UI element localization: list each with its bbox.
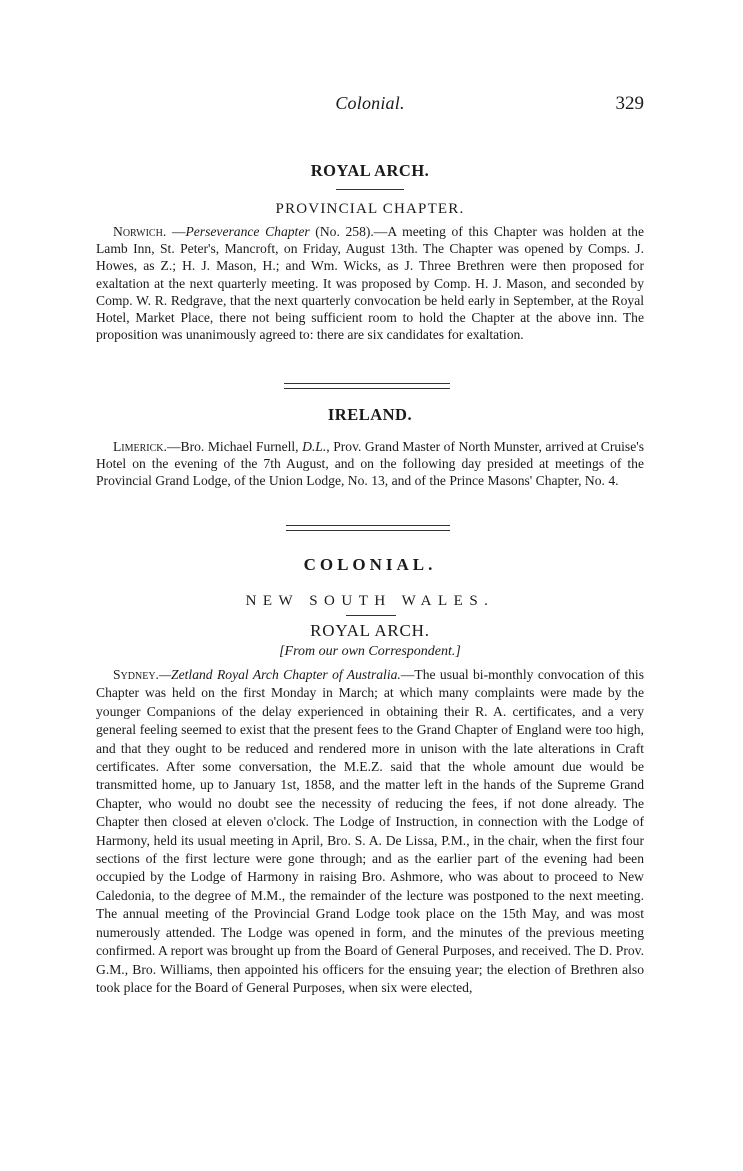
royal-arch-heading: ROYAL ARCH.: [310, 161, 430, 180]
provincial-chapter-subheading: PROVINCIAL CHAPTER.: [275, 201, 465, 217]
chapter-name: Perseverance Chapter: [185, 224, 310, 239]
page-number: 329: [615, 93, 644, 114]
running-head: [96, 93, 644, 117]
section-divider: [284, 383, 450, 389]
paragraph-body: (No. 258).—A meeting of this Chapter was holden at the Lamb Inn, St. Peter's, Mancroft, on Friday, August 13th. The Chapter was opened by Comps. J. Howes, as Z.; H. J. Mason, H.; and Wm. Wicks, as J. Three Brethren were then proposed for exaltation at the next quarterly meeting. It was proposed by Comp. H. J. Mason, and seconded by Comp. W. R. Redgrave, that the next quarterly convocation be held early in September, at the Royal Hotel, Market Place, there not being sufficient room to hold the Chapter at the above inn. The proposition was unanimously agreed to: there are six candidates for exaltation.: [96, 224, 644, 343]
colonial-heading: COLONIAL.: [303, 555, 437, 574]
separator: —: [166, 224, 186, 239]
short-rule: [346, 615, 396, 616]
correspondent-byline: [From our own Correspondent.]: [279, 644, 461, 659]
royal-arch-subheading: ROYAL ARCH.: [310, 621, 430, 640]
ireland-heading: IRELAND.: [327, 405, 413, 424]
place-name: Limerick.: [113, 439, 167, 454]
place-name: Sydney.: [113, 667, 159, 682]
running-title: Colonial.: [335, 93, 405, 113]
section-divider: [286, 525, 450, 531]
place-name: Norwich.: [113, 224, 167, 239]
sydney-paragraph: [96, 666, 644, 997]
paragraph-body-b: , Prov. Grand Master of North Munster, arrived at Cruise's Hotel on the evening of the 7th August, and on the following day presided at meetings of the Provincial Grand Lodge, of the Union Lodge, No. 13, and of the Prince Masons' Chapter, No. 4.: [96, 439, 644, 489]
chapter-name: —Zetland Royal Arch Chapter of Australia.: [158, 667, 401, 682]
new-south-wales-heading: NEW SOUTH WALES.: [245, 593, 495, 609]
limerick-paragraph: [96, 438, 644, 490]
deputy-lieutenant-title: D.L.: [302, 439, 327, 454]
norwich-paragraph: [96, 223, 644, 343]
short-rule: [336, 189, 404, 190]
paragraph-body: —The usual bi-monthly convocation of this Chapter was held on the first Monday in March; at which many complaints were made by the younger Companions of the delay experienced in obtaining their R. A. certificates, and a very general feeling seemed to exist that the present fees to the Grand Chapter of England were too high, and that they ought to be reduced and rendered more in unison with the late alterations in Craft certificates. After some conversation, the M.E.Z. said that the whole amount due would be transmitted home, up to January 1st, 1858, and the matter left in the hands of the Supreme Grand Chapter, who would no doubt see the necessity of reducing the fees, if not done already. The Chapter then closed at eleven o'clock. The Lodge of Instruction, in connection with the Lodge of Harmony, held its usual meeting in April, Bro. S. A. De Lissa, P.M., in the chair, when the first four sections of the first lecture were gone through; and as the earlier part of the evening had been occupied by the Lodge of Harmony in raising Bro. Ashmore, who was about to proceed to New Caledonia, to the degree of M.M., the remainder of the lecture was postponed to the next meeting. The annual meeting of the Provincial Grand Lodge took place on the 15th May, and was most numerously attended. The Lodge was opened in form, and the minutes of the previous meeting confirmed. A report was brought up from the Board of General Purposes, and received. The D. Prov. G.M., Bro. Williams, then appointed his officers for the ensuing year; the election of Brethren also took place for the Board of General Purposes, when six were elected,: [96, 667, 644, 995]
paragraph-body-a: —Bro. Michael Furnell,: [166, 439, 303, 454]
